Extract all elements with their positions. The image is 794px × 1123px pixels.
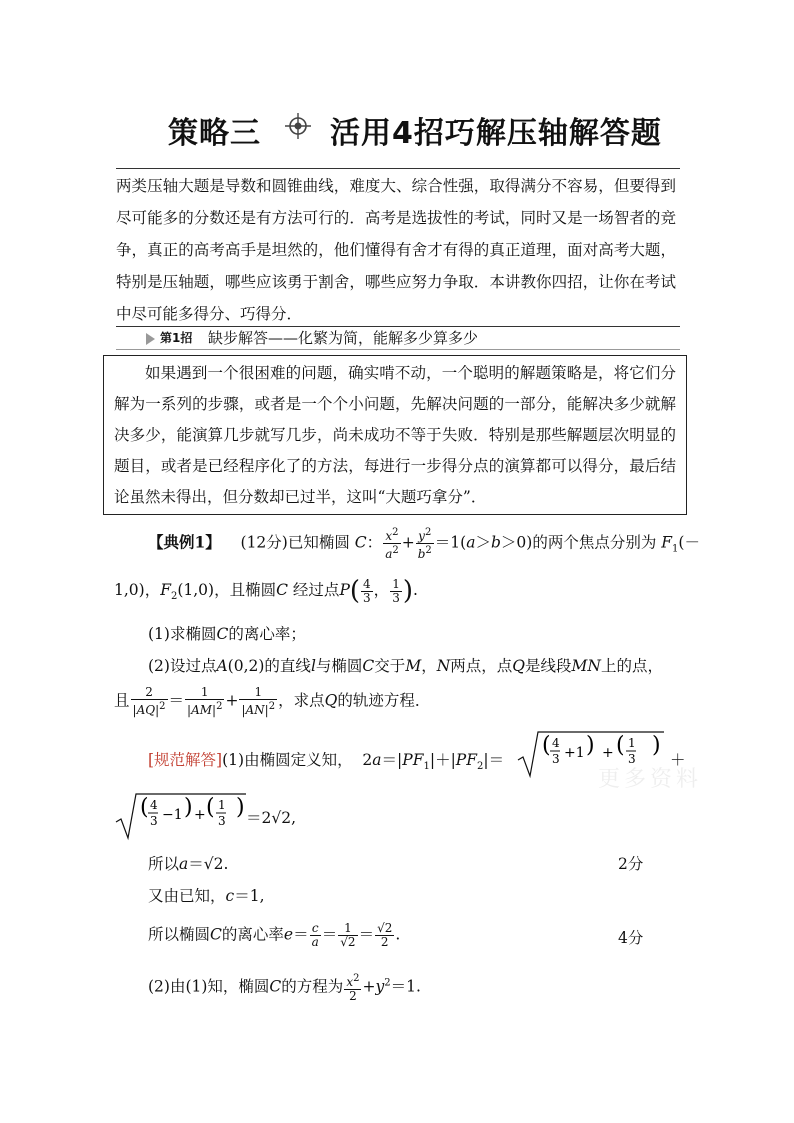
title-strategy: 策略三 [168,116,261,151]
svg-text:+: + [194,807,206,823]
svg-text:): ) [236,795,245,820]
svg-text:−1: −1 [162,807,183,823]
svg-text:1: 1 [218,798,226,812]
solution-line-3: 所以a＝√2. [148,855,229,873]
sqrt-symbol-2 [114,792,264,842]
svg-text:3: 3 [552,752,560,766]
question-1: (1)求椭圆C的离心率； [148,625,306,643]
svg-text:(: ( [616,733,625,758]
page-title [0,108,794,151]
svg-text:3: 3 [218,814,226,828]
svg-text:+: + [602,745,614,761]
example-line-2: 1,0)，$F_2(1,0)$，且椭圆C 经过点P( $\frac{4}{3}$ ， $\frac{1}{3}$ ). [114,576,418,606]
svg-text:3: 3 [150,814,158,828]
divider [116,349,680,350]
score-2: 2分 [618,855,644,873]
solution-line-1: [规范解答](1)由椭圆定义知， $2a=|PF_1|+|PF_2|=$ [148,751,505,773]
tip-label: 第1招 [160,331,193,345]
method-box [103,355,687,515]
title-topic: 活用4招巧解压轴解答题 [330,116,662,151]
svg-text:4: 4 [150,798,158,812]
triangle-icon [146,333,155,345]
example-line-1: 【典例1】 (12分)已知椭圆 C： $\frac{x^2}{a^2}$ + $\frac{y^2}{b^2}$ ＝1(a＞b＞0)的两个焦点分别为 $F_1(-$ [148,527,700,561]
solution-line-6: (2)由(1)知，椭圆C的方程为 $\frac{x^2}{2}$ $+y^2=1$. [148,973,421,1003]
solution-line-2: ＝2√2, [246,809,297,827]
question-2: (2)设过点A(0,2)的直线l与椭圆C交于M，N两点，点Q是线段MN上的点， [148,657,663,675]
svg-text:3: 3 [628,752,636,766]
solution-line-5: 所以椭圆C的离心率e＝ $\frac{c}{a}$ ＝ $\frac{1}{√2}$ ＝ $\frac{√2}{2}$ . [148,921,401,949]
watermark: 更多资料 [598,767,703,792]
solution-line-4: 又由已知，c＝1, [148,887,265,905]
svg-text:(: ( [542,733,551,758]
tip-header [116,326,680,350]
svg-text:): ) [652,733,661,758]
crosshair-icon [284,112,312,140]
svg-text:): ) [586,733,595,758]
svg-text:(: ( [140,795,149,820]
divider [116,168,680,169]
svg-text:1: 1 [628,736,636,750]
svg-text:4: 4 [552,736,560,750]
svg-text:): ) [184,795,193,820]
question-2-cont: 且 $\frac{2}{|AQ|^2}$ ＝ $\frac{1}{|AM|^2}$ + $\frac{1}{|AN|^2}$ ，求点Q的轨迹方程． [114,685,431,717]
svg-text:+1: +1 [564,745,585,761]
svg-text:(: ( [206,795,215,820]
intro-paragraph: 两类压轴大题是导数和圆锥曲线，难度大、综合性强，取得满分不容易，但要得到尽可能多的分数还是有方法可行的．高考是选拔性的考试，同时又是一场智者的竞争，真正的高考高手是坦然的，他们懂得有舍才有得的真正道理，面对高考大题，特别是压轴题，哪些应该勇于割舍，哪些应努力争取．本讲教你四招，让你在考试中尽可能多得分、巧得分． [116,177,676,323]
method-text: 如果遇到一个很困难的问题，确实啃不动，一个聪明的解题策略是，将它们分解为一系列的步骤，或者是一个个小问题，先解决问题的一部分，能解决多少就解决多少，能演算几步就写几步，尚未成功不等于失败．特别是那些解题层次明显的题目，或者是已经程序化了的方法，每进行一步得分点的演算都可以得分，最后结论虽然未得出，但分数却已过半，这叫“大题巧拿分”． [114,364,676,506]
score-4: 4分 [618,929,644,947]
tip-title: 缺步解答——化繁为简，能解多少算多少 [208,329,479,347]
